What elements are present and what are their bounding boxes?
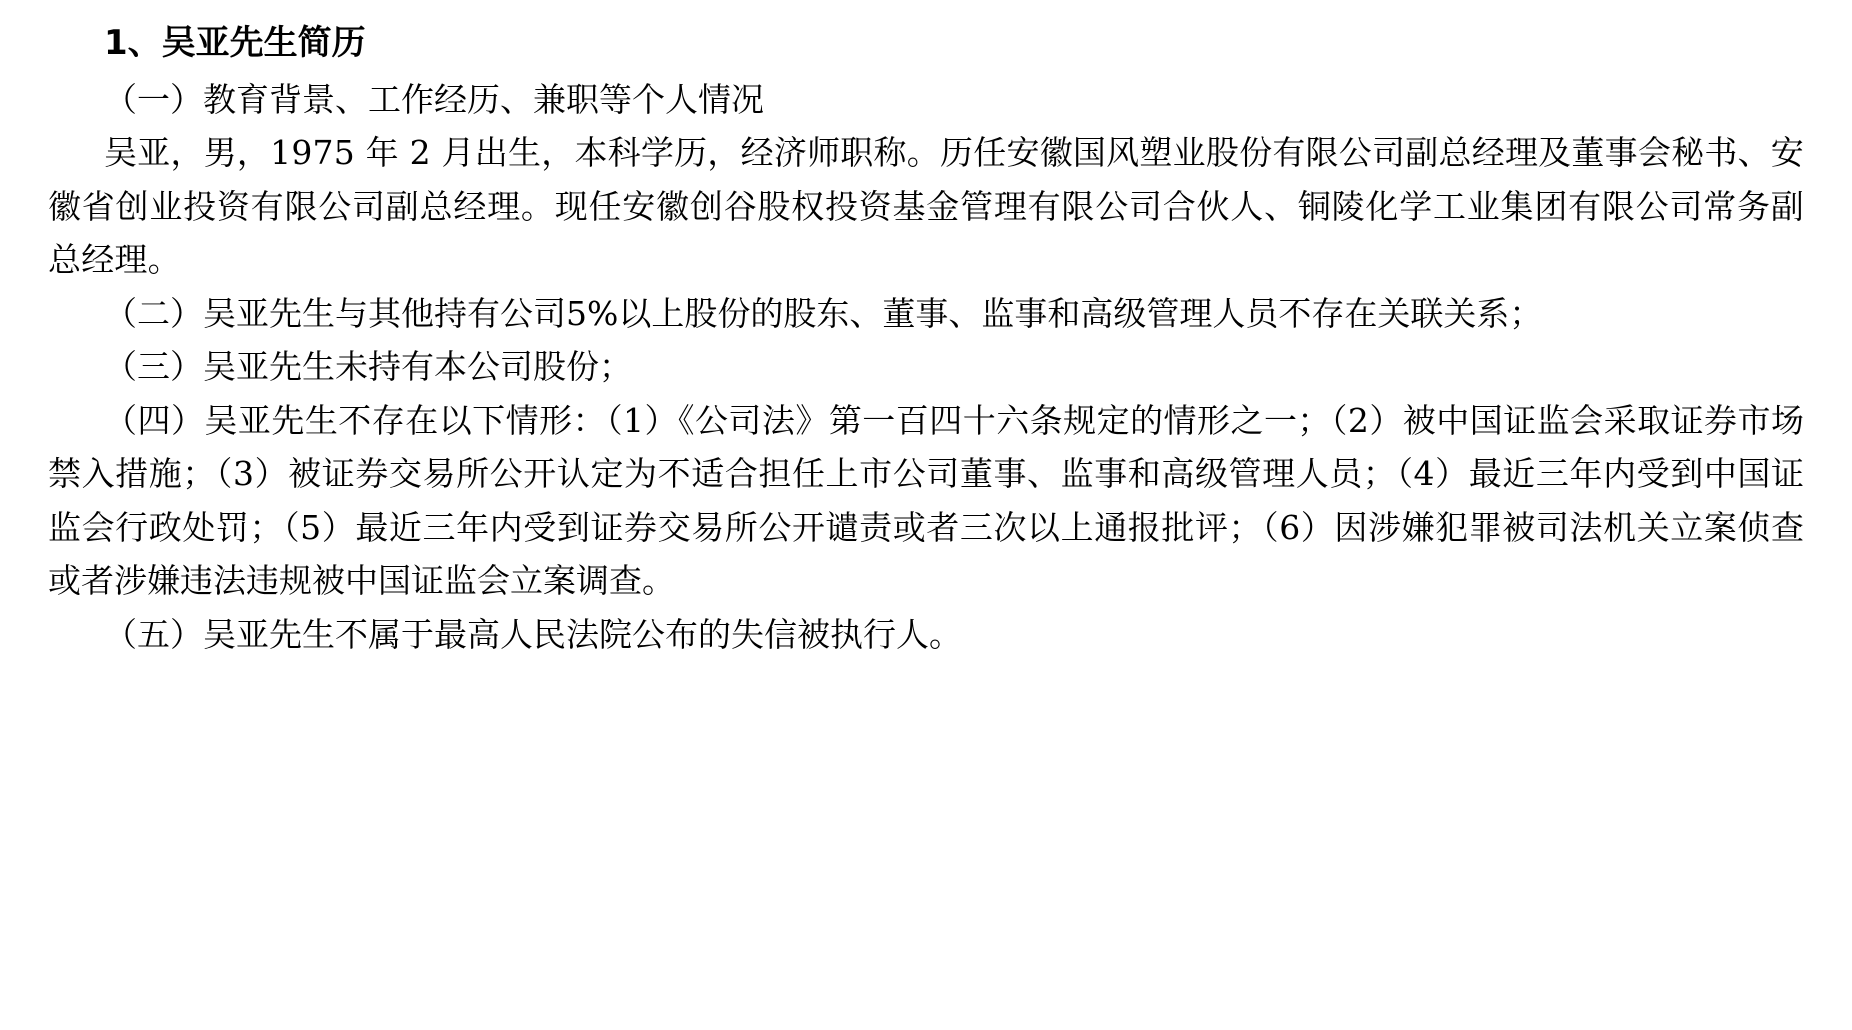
section-five-dishonest-persons: （五）吴亚先生不属于最高人民法院公布的失信被执行人。	[104, 614, 962, 654]
section-four-disqualifications: （四）吴亚先生不存在以下情形：（1）《公司法》第一百四十六条规定的情形之一；（2）被中国证监会采取证券市场禁入措施；（3）被证券交易所公开认定为不适合担任上市公司董事、监事和高级管理人员；（4）最近三年内受到中国证监会行政处罚；（5）最近三年内受到证券交易所公开谴责或者三次以上通报批评；（6）因涉嫌犯罪被司法机关立案侦查或者涉嫌违法违规被中国证监会立案调查。	[48, 400, 1804, 601]
section-one-title: （一）教育背景、工作经历、兼职等个人情况	[104, 80, 764, 119]
section-two-relationship: （二）吴亚先生与其他持有公司5%以上股份的股东、董事、监事和高级管理人员不存在关联关系；	[104, 293, 1543, 333]
biography-paragraph: 吴亚，男，1975 年 2 月出生，本科学历，经济师职称。历任安徽国风塑业股份有限公司副总经理及董事会秘书、安徽省创业投资有限公司副总经理。现任安徽创谷股权投资基金管理有限公司合伙人、铜陵化学工业集团有限公司常务副总经理。	[48, 133, 1804, 280]
section-three-shareholding: （三）吴亚先生未持有本公司股份；	[104, 347, 632, 387]
page-title: 1、吴亚先生简历	[104, 23, 366, 63]
document-body	[48, 18, 1804, 661]
